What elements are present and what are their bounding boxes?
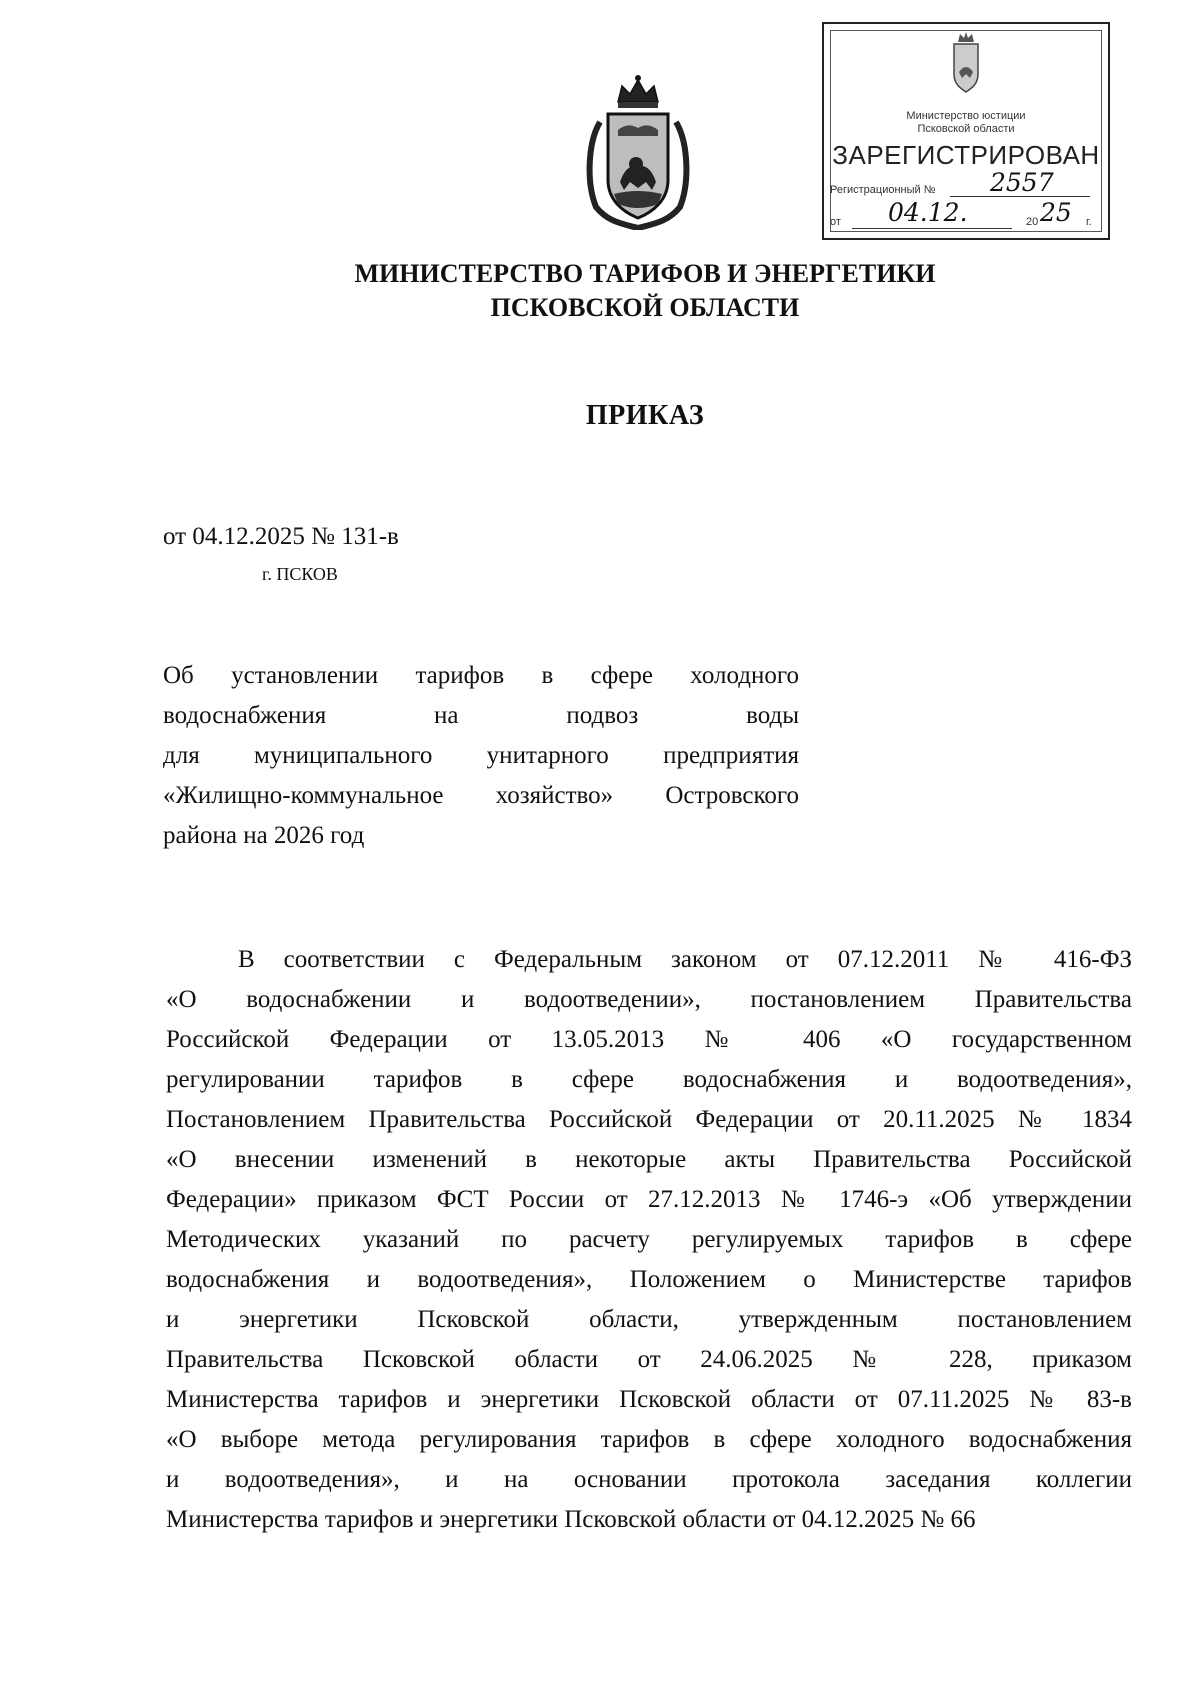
ministry-title: МИНИСТЕРСТВО ТАРИФОВ И ЭНЕРГЕТИКИ ПСКОВСКОЙ ОБЛАСТИ <box>354 259 936 322</box>
body-line: Министерства тарифов и энергетики Псковской области от 07.11.2025 № 83-в <box>166 1386 1132 1413</box>
stamp-year-prefix: 20 <box>1026 216 1039 228</box>
stamp-reg-number: 2557 <box>990 168 1054 197</box>
stamp-ministry-name: Министерство юстиции Псковской области <box>906 110 1026 135</box>
body-line: «О выборе метода регулирования тарифов в сфере холодного водоснабжения <box>166 1426 1132 1453</box>
subject-line: водоснабжения на подвоз воды <box>163 702 799 729</box>
stamp-year-suffix: г. <box>1086 216 1092 228</box>
body-line: Министерства тарифов и энергетики Псковской области от 04.12.2025 № 66 <box>166 1506 976 1533</box>
coat-of-arms-icon <box>578 72 698 230</box>
stamp-date: 04.12. <box>888 198 968 227</box>
subject-line: Об установлении тарифов в сфере холодного <box>163 662 799 689</box>
body-line: и энергетики Псковской области, утвержденным постановлением <box>166 1306 1132 1333</box>
order-date-number: от 04.12.2025 № 131-в <box>163 523 399 550</box>
body-line: и водоотведения», и на основании протокола заседания коллегии <box>166 1466 1132 1493</box>
stamp-year: 25 <box>1040 198 1072 227</box>
body-line: «О внесении изменений в некоторые акты Правительства Российской <box>166 1146 1132 1173</box>
order-preamble <box>166 940 1132 1540</box>
body-line: Методических указаний по расчету регулируемых тарифов в сфере <box>166 1226 1132 1253</box>
registration-stamp <box>822 22 1110 240</box>
body-line: водоснабжения и водоотведения», Положением о Министерстве тарифов <box>166 1266 1132 1293</box>
body-line: Постановлением Правительства Российской Федерации от 20.11.2025 № 1834 <box>166 1106 1132 1133</box>
subject-line: района на 2026 год <box>163 822 365 849</box>
document-type: ПРИКАЗ <box>585 400 705 431</box>
stamp-date-row <box>830 198 1102 228</box>
body-line: регулировании тарифов в сфере водоснабжения и водоотведения», <box>166 1066 1132 1093</box>
stamp-status: ЗАРЕГИСТРИРОВАН <box>832 140 1100 170</box>
body-line: Российской Федерации от 13.05.2013 № 406 «О государственном <box>166 1026 1132 1053</box>
stamp-date-prefix: от <box>830 216 841 228</box>
stamp-reg-label: Регистрационный № <box>830 184 936 196</box>
body-line: Правительства Псковской области от 24.06.2025 № 228, приказом <box>166 1346 1132 1373</box>
body-line: «О водоснабжении и водоотведении», постановлением Правительства <box>166 986 1132 1013</box>
order-city: г. ПСКОВ <box>262 564 338 584</box>
body-line: В соответствии с Федеральным законом от 07.12.2011 № 416-ФЗ <box>238 946 1132 973</box>
stamp-coat-of-arms-icon <box>942 30 990 94</box>
order-subject <box>163 656 799 856</box>
body-line: Федерации» приказом ФСТ России от 27.12.2013 № 1746-э «Об утверждении <box>166 1186 1132 1213</box>
subject-line: «Жилищно-коммунальное хозяйство» Островского <box>163 782 799 809</box>
subject-line: для муниципального унитарного предприятия <box>163 742 799 769</box>
stamp-reg-number-row <box>830 168 1102 197</box>
